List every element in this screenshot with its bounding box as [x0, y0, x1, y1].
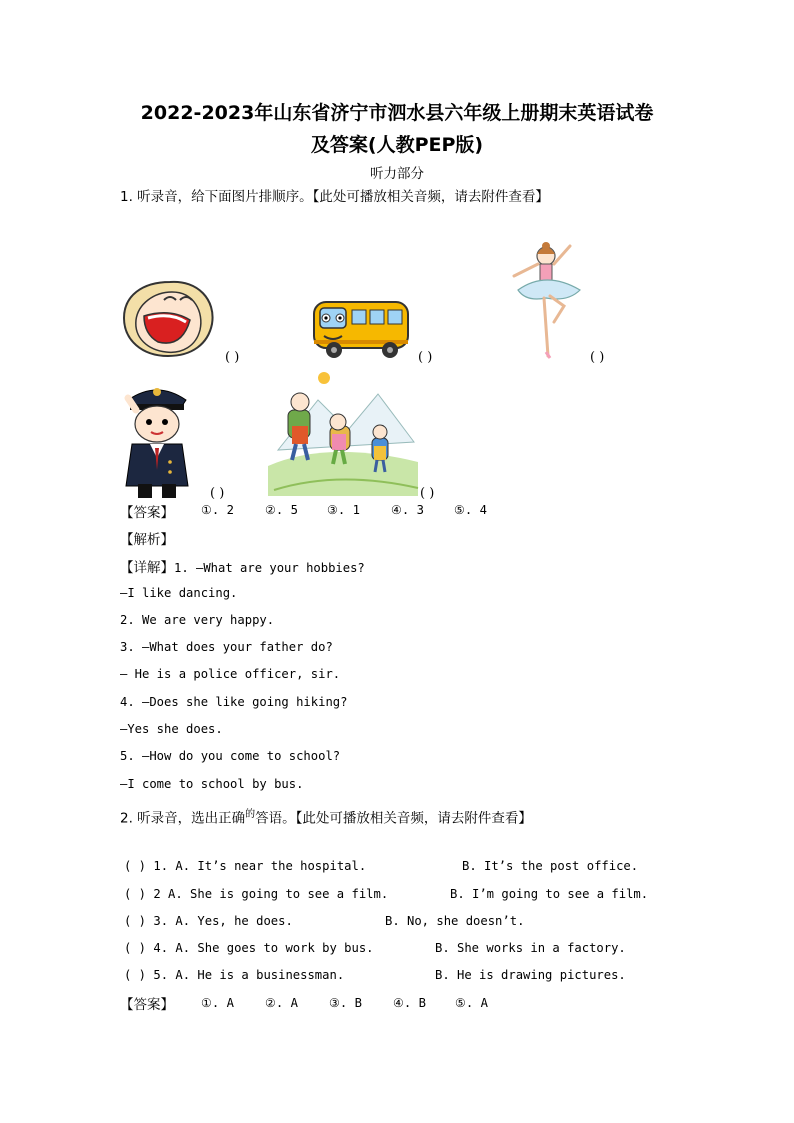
- q2-item-blank[interactable]: ( ): [124, 859, 147, 873]
- q2-item-number: 3.: [153, 914, 169, 928]
- q1-answer-3: ③. 1: [327, 503, 360, 517]
- q2-answer-4: ④. B: [393, 996, 426, 1010]
- kids-hiking-picture: [268, 370, 418, 500]
- q2-option-b: B. It’s the post office.: [462, 859, 639, 873]
- q1-detail-label: 【详解】: [120, 560, 174, 576]
- q2-option-a: A. She goes to work by bus.: [175, 941, 374, 955]
- q2-item-number: 2: [153, 887, 161, 901]
- q2-answer-2: ②. A: [265, 996, 298, 1010]
- q1-transcript-line: — He is a police officer, sir.: [120, 667, 341, 681]
- q2-item-blank[interactable]: ( ): [124, 941, 147, 955]
- q2-option-a: A. She is going to see a film.: [168, 887, 389, 901]
- q1-detail-line-1: [120, 556, 365, 576]
- q2-item-number: 4.: [153, 941, 169, 955]
- ballerina-picture: [508, 240, 588, 362]
- q2-prompt: [120, 805, 532, 827]
- q1-transcript-line: 2. We are very happy.: [120, 613, 275, 627]
- doc-title-line2: 及答案(人教PEP版): [310, 134, 484, 156]
- q1-blank-1[interactable]: ( ): [225, 350, 240, 365]
- school-bus-picture: [310, 296, 410, 360]
- q1-transcript-line: —I like dancing.: [120, 586, 238, 600]
- q1-blank-2[interactable]: ( ): [418, 350, 433, 365]
- q2-item-number: 5.: [153, 968, 169, 982]
- q2-option-a: A. Yes, he does.: [175, 914, 293, 928]
- q1-analysis-label: 【解析】: [120, 532, 174, 548]
- q2-answer-5: ⑤. A: [455, 996, 488, 1010]
- q2-option-b: B. I’m going to see a film.: [450, 887, 649, 901]
- q1-blank-4[interactable]: ( ): [210, 486, 225, 501]
- q2-option-b: B. She works in a factory.: [435, 941, 626, 955]
- girl-laughing-picture: [120, 278, 216, 358]
- q1-answer-4: ④. 3: [391, 503, 424, 517]
- q2-prompt-part-a: 2. 听录音，选出正确: [120, 810, 246, 827]
- q1-transcript-line: 5. —How do you come to school?: [120, 749, 341, 763]
- q2-item-1: [124, 859, 366, 873]
- q1-transcript-line: —Yes she does.: [120, 722, 223, 736]
- q2-item-5: [124, 968, 344, 982]
- q1-transcript-line: 1. —What are your hobbies?: [174, 561, 365, 575]
- q2-prompt-part-b: 答语。【此处可播放相关音频，请去附件查看】: [255, 810, 532, 827]
- q2-answer-1: ①. A: [201, 996, 234, 1010]
- q1-answer-2: ②. 5: [265, 503, 298, 517]
- q2-item-blank[interactable]: ( ): [124, 968, 147, 982]
- doc-title-line1: 2022-2023年山东省济宁市泗水县六年级上册期末英语试卷: [140, 102, 654, 124]
- q2-item-2: [124, 887, 388, 901]
- q2-option-a: A. It’s near the hospital.: [175, 859, 367, 873]
- q2-option-b: B. No, she doesn’t.: [385, 914, 525, 928]
- q2-item-4: [124, 941, 374, 955]
- police-officer-picture: [120, 378, 194, 500]
- q1-prompt: 1. 听录音，给下面图片排顺序。【此处可播放相关音频，请去附件查看】: [120, 189, 549, 205]
- q2-item-3: [124, 914, 293, 928]
- q1-transcript-line: 4. —Does she like going hiking?: [120, 695, 348, 709]
- q1-transcript-line: 3. —What does your father do?: [120, 640, 333, 654]
- q1-answer-5: ⑤. 4: [454, 503, 487, 517]
- section-heading: 听力部分: [370, 166, 424, 182]
- q1-blank-3[interactable]: ( ): [590, 350, 605, 365]
- q2-item-blank[interactable]: ( ): [124, 887, 147, 901]
- q2-answer-label: 【答案】: [120, 997, 174, 1013]
- q1-blank-5[interactable]: ( ): [420, 486, 435, 501]
- q2-answer-3: ③. B: [329, 996, 362, 1010]
- q2-option-a: A. He is a businessman.: [175, 968, 345, 982]
- q1-transcript-line: —I come to school by bus.: [120, 777, 304, 791]
- q2-prompt-sup: 的: [245, 809, 256, 820]
- q1-answer-1: ①. 2: [201, 503, 234, 517]
- q2-option-b: B. He is drawing pictures.: [435, 968, 626, 982]
- q2-item-number: 1.: [153, 859, 169, 873]
- q2-item-blank[interactable]: ( ): [124, 914, 147, 928]
- q1-answer-label: 【答案】: [120, 505, 174, 521]
